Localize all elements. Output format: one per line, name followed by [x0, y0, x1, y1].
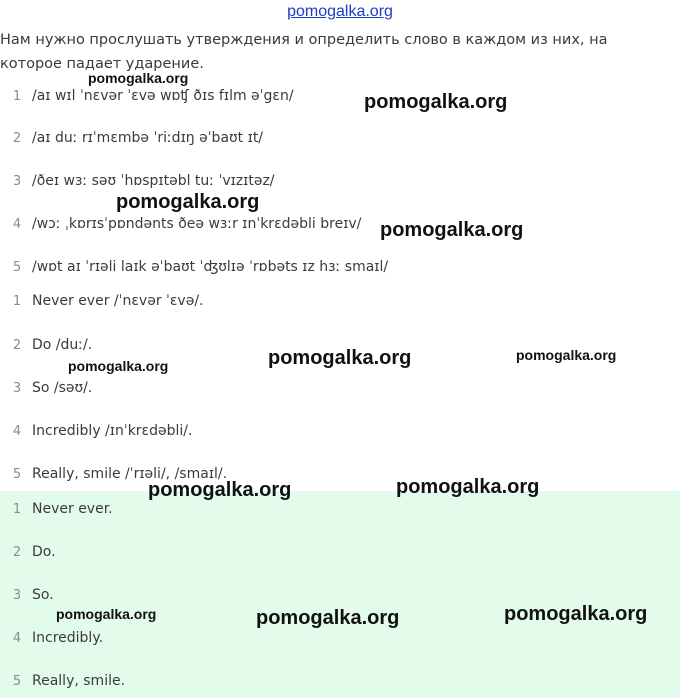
watermark: pomogalka.org [56, 606, 157, 622]
item-number: 3 [12, 380, 22, 396]
list-item [0, 85, 680, 107]
watermark: pomogalka.org [364, 91, 508, 113]
watermark: pomogalka.org [116, 191, 260, 213]
item-number: 3 [12, 173, 22, 189]
stressed-word-text: Really, smile /ˈrɪəli/, /smaɪl/. [32, 466, 228, 482]
item-number: 1 [12, 293, 22, 309]
list-item [0, 627, 680, 649]
watermark: pomogalka.org [268, 347, 412, 369]
stressed-word-text: Incredibly /ɪnˈkrɛdəbli/. [32, 423, 193, 439]
item-number: 1 [12, 88, 22, 104]
answer-text: So. [32, 587, 54, 603]
item-number: 2 [12, 544, 22, 560]
watermark: pomogalka.org [88, 70, 189, 86]
list-item [0, 127, 680, 149]
watermark: pomogalka.org [396, 476, 540, 498]
item-number: 4 [12, 630, 22, 646]
watermark: pomogalka.org [380, 219, 524, 241]
list-item [0, 498, 680, 520]
watermark: pomogalka.org [504, 603, 648, 625]
list-item [0, 170, 680, 192]
answer-text: Do. [32, 544, 56, 560]
watermark: pomogalka.org [256, 607, 400, 629]
stressed-word-text: Do /duː/. [32, 337, 93, 353]
list-item [0, 463, 680, 485]
item-number: 5 [12, 259, 22, 275]
item-number: 2 [12, 130, 22, 146]
transcription-text: /ðeɪ wɜː səʊ ˈhɒspɪtəbl tuː ˈvɪzɪtəz/ [32, 173, 275, 189]
task-description: Нам нужно прослушать утверждения и определить слово в каждом из них, на которое падает ударение. [0, 32, 608, 72]
item-number: 4 [12, 216, 22, 232]
item-number: 4 [12, 423, 22, 439]
transcription-text: /wɔː ˌkɒrɪsˈpɒndənts ðeə wɜːr ɪnˈkrɛdəbli breɪv/ [32, 216, 362, 232]
transcription-text: /wɒt aɪ ˈrɪəli laɪk əˈbaʊt ˈʤʊlɪə ˈrɒbəts ɪz hɜː smaɪl/ [32, 259, 389, 275]
list-item [0, 213, 680, 235]
item-number: 5 [12, 466, 22, 482]
list-item [0, 420, 680, 442]
watermark: pomogalka.org [148, 479, 292, 501]
list-item [0, 290, 680, 312]
item-number: 1 [12, 501, 22, 517]
answer-text: Really, smile. [32, 673, 126, 689]
item-number: 5 [12, 673, 22, 689]
list-item [0, 670, 680, 692]
list-item [0, 541, 680, 563]
watermark: pomogalka.org [68, 358, 169, 374]
watermark: pomogalka.org [516, 347, 617, 363]
list-item [0, 377, 680, 399]
answer-text: Never ever. [32, 501, 113, 517]
site-link[interactable]: pomogalka.org [287, 3, 393, 20]
stressed-word-text: Never ever /ˈnɛvər ˈɛvə/. [32, 293, 204, 309]
list-item [0, 256, 680, 278]
transcription-text: /aɪ wɪl ˈnɛvər ˈɛvə wɒʧ ðɪs fɪlm əˈgɛn/ [32, 88, 294, 104]
item-number: 3 [12, 587, 22, 603]
answer-text: Incredibly. [32, 630, 104, 646]
transcription-text: /aɪ duː rɪˈmɛmbə ˈriːdɪŋ əˈbaʊt ɪt/ [32, 130, 264, 146]
item-number: 2 [12, 337, 22, 353]
stressed-word-text: So /səʊ/. [32, 380, 93, 396]
